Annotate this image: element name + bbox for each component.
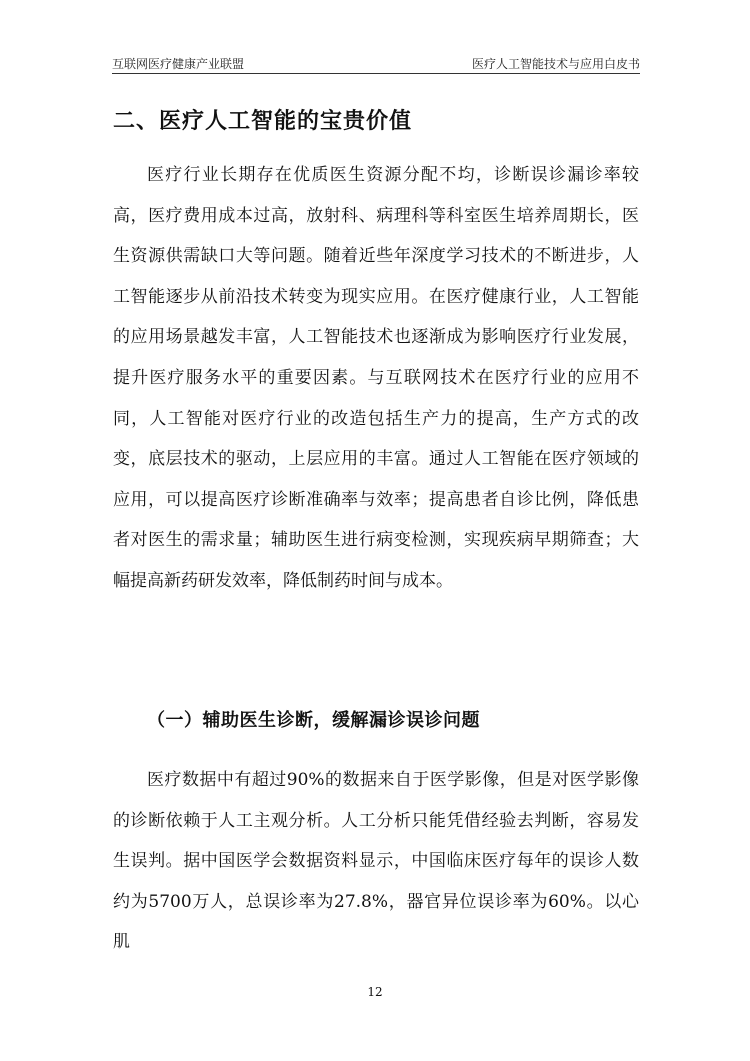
subsection-heading: （一）辅助医生诊断，缓解漏诊误诊问题: [147, 710, 480, 731]
header-divider: [112, 73, 640, 74]
body-paragraph-1: 医疗行业长期存在优质医生资源分配不均，诊断误诊漏诊率较高，医疗费用成本过高，放射科、病理科等科室医生培养周期长，医生资源供需缺口大等问题。随着近些年深度学习技术的不断进步，人工智能逐步从前沿技术转变为现实应用。在医疗健康行业，人工智能的应用场景越发丰富，人工智能技术也逐渐成为影响医疗行业发展，提升医疗服务水平的重要因素。与互联网技术在医疗行业的应用不同，人工智能对医疗行业的改造包括生产力的提高，生产方式的改变，底层技术的驱动，上层应用的丰富。通过人工智能在医疗领域的应用，可以提高医疗诊断准确率与效率；提高患者自诊比例，降低患者对医生的需求量；辅助医生进行病变检测，实现疾病早期筛查；大幅提高新药研发效率，降低制药时间与成本。: [113, 165, 639, 591]
body-paragraph-2: 医疗数据中有超过90%的数据来自于医学影像，但是对医学影像的诊断依赖于人工主观分析。人工分析只能凭借经验去判断，容易发生误判。据中国医学会数据资料显示，中国临床医疗每年的误诊人数约为5700万人，总误诊率为27.8%，器官异位误诊率为60%。以心肌: [113, 770, 639, 953]
page-header: [112, 50, 640, 72]
page-number: 12: [367, 985, 383, 999]
header-right-title: 医疗人工智能技术与应用白皮书: [471, 57, 640, 71]
section-title: 二、医疗人工智能的宝贵价值: [113, 109, 413, 134]
header-left-org: 互联网医疗健康产业联盟: [112, 57, 245, 71]
